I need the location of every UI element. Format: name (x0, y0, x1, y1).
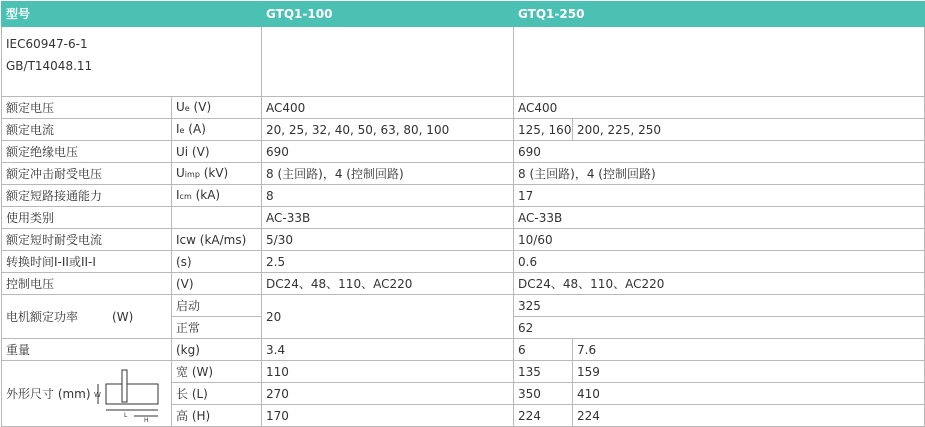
length-100: 270 (262, 383, 514, 405)
symbol-sub: e (184, 103, 190, 113)
insulation-voltage-label: 额定绝缘电压 (2, 141, 172, 163)
short-time-symbol: Icw (kA/ms) (172, 229, 262, 251)
width-row (2, 361, 925, 383)
width-250b: 159 (573, 361, 925, 383)
weight-unit: (kg) (172, 339, 262, 361)
insulation-voltage-100: 690 (262, 141, 514, 163)
rated-voltage-row (2, 97, 925, 119)
height-250a: 224 (514, 405, 573, 427)
control-voltage-250: DC24、48、110、AC220 (514, 273, 925, 295)
weight-100: 3.4 (262, 339, 514, 361)
category-symbol (172, 207, 262, 229)
weight-label: 重量 (2, 339, 172, 361)
category-row (2, 207, 925, 229)
switch-time-unit: (s) (172, 251, 262, 273)
height-label: 高 (H) (172, 405, 262, 427)
symbol-sub: imp (184, 169, 200, 179)
motor-power-250-start: 325 (514, 295, 925, 317)
rated-voltage-label: 额定电压 (2, 97, 172, 119)
standards-empty-250 (514, 27, 925, 97)
gtq100-header: GTQ1-100 (262, 2, 514, 27)
rated-voltage-symbol (172, 97, 262, 119)
unit: (kA) (195, 187, 221, 202)
short-circuit-symbol (172, 185, 262, 207)
switch-time-label: 转换时间I-II或II-I (2, 251, 172, 273)
short-time-row (2, 229, 925, 251)
gtq250-header: GTQ1-250 (514, 2, 925, 27)
short-circuit-label: 额定短路接通能力 (2, 185, 172, 207)
motor-power-250-normal: 62 (514, 317, 925, 339)
width-250a: 135 (514, 361, 573, 383)
symbol-sub: cm (179, 191, 192, 201)
impulse-voltage-100: 8 (主回路)，4 (控制回路) (262, 163, 514, 185)
short-time-label: 额定短时耐受电流 (2, 229, 172, 251)
weight-250b: 7.6 (573, 339, 925, 361)
standard-iec: IEC60947-6-1 (6, 37, 88, 51)
category-250: AC-33B (514, 207, 925, 229)
rated-current-250b: 200, 225, 250 (573, 119, 925, 141)
category-100: AC-33B (262, 207, 514, 229)
motor-power-unit: (W) (112, 309, 134, 324)
control-voltage-100: DC24、48、110、AC220 (262, 273, 514, 295)
impulse-voltage-row (2, 163, 925, 185)
header-row (2, 2, 925, 27)
motor-power-text: 电机额定功率 (6, 309, 79, 324)
category-label: 使用类别 (2, 207, 172, 229)
motor-power-row-start (2, 295, 925, 317)
control-voltage-label: 控制电压 (2, 273, 172, 295)
height-100: 170 (262, 405, 514, 427)
motor-power-start-label: 启动 (172, 295, 262, 317)
length-250b: 410 (573, 383, 925, 405)
rated-current-label: 额定电流 (2, 119, 172, 141)
rated-voltage-250: AC400 (514, 97, 925, 119)
impulse-voltage-label: 额定冲击耐受电压 (2, 163, 172, 185)
symbol-main: I (176, 187, 180, 202)
spec-table (1, 1, 925, 427)
motor-power-100: 20 (262, 295, 514, 339)
height-250b: 224 (573, 405, 925, 427)
control-voltage-row (2, 273, 925, 295)
symbol-main: I (176, 121, 180, 136)
short-time-250: 10/60 (514, 229, 925, 251)
standards-empty-100 (262, 27, 514, 97)
model-header: 型号 (2, 2, 262, 27)
diagram-l-label: L (124, 412, 128, 419)
weight-row (2, 339, 925, 361)
symbol-sub: e (179, 125, 185, 135)
switch-time-100: 2.5 (262, 251, 514, 273)
standard-gb: GB/T14048.11 (6, 59, 93, 73)
dimensions-label: 外形尺寸 (mm) (6, 387, 91, 401)
length-label: 长 (L) (172, 383, 262, 405)
control-voltage-unit: (V) (172, 273, 262, 295)
unit: (V) (193, 99, 212, 114)
symbol-main: U (176, 165, 185, 180)
short-circuit-100: 8 (262, 185, 514, 207)
diagram-h-label: H (144, 417, 149, 422)
rated-current-symbol (172, 119, 262, 141)
width-label: 宽 (W) (172, 361, 262, 383)
impulse-voltage-250: 8 (主回路)，4 (控制回路) (514, 163, 925, 185)
switch-time-250: 0.6 (514, 251, 925, 273)
insulation-voltage-row (2, 141, 925, 163)
rated-current-row (2, 119, 925, 141)
short-circuit-row (2, 185, 925, 207)
rated-current-250a: 125, 160 (514, 119, 573, 141)
unit: (kV) (203, 165, 229, 180)
dimensions-label-cell (2, 361, 172, 427)
dimension-diagram-icon (94, 366, 164, 422)
motor-power-normal-label: 正常 (172, 317, 262, 339)
short-time-100: 5/30 (262, 229, 514, 251)
standards-row (2, 27, 925, 97)
insulation-voltage-symbol: Ui (V) (172, 141, 262, 163)
length-250a: 350 (514, 383, 573, 405)
insulation-voltage-250: 690 (514, 141, 925, 163)
rated-current-100: 20, 25, 32, 40, 50, 63, 80, 100 (262, 119, 514, 141)
unit: (A) (188, 121, 206, 136)
diagram-w-label: W (94, 391, 101, 399)
weight-250a: 6 (514, 339, 573, 361)
width-100: 110 (262, 361, 514, 383)
short-circuit-250: 17 (514, 185, 925, 207)
rated-voltage-100: AC400 (262, 97, 514, 119)
impulse-voltage-symbol (172, 163, 262, 185)
symbol-main: U (176, 99, 185, 114)
motor-power-label (2, 295, 172, 339)
switch-time-row (2, 251, 925, 273)
standards-cell (2, 27, 262, 97)
